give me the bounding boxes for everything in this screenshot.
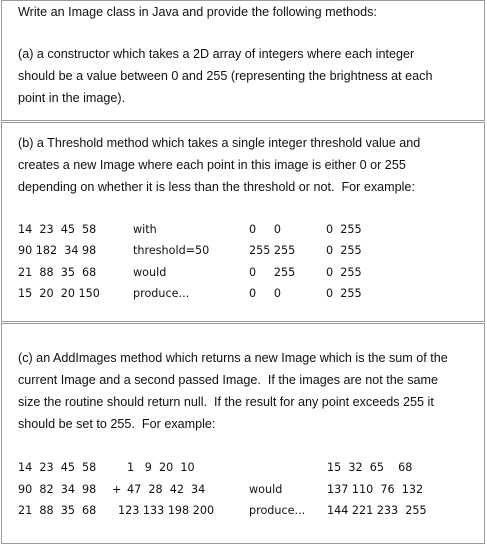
example-b-middle-text: would — [133, 266, 167, 279]
example-b-input-row: 21 88 35 68 — [18, 266, 97, 279]
example-b-output-col1: 0 255 — [249, 266, 296, 279]
example-b-middle-text: threshold=50 — [133, 244, 210, 257]
part-b-line: (b) a Threshold method which takes a single integer threshold value and — [18, 136, 421, 150]
example-b-output-col1: 255 255 — [249, 244, 296, 257]
plus-operator: + — [112, 483, 122, 496]
example-b-middle-text: produce... — [133, 287, 190, 300]
example-b-input-row: 90 182 34 98 — [18, 244, 97, 257]
example-b-input-row: 15 20 20 150 — [18, 287, 100, 300]
example-c-image-b-row: 123 133 198 200 — [118, 504, 215, 517]
example-b-output-col2: 0 255 — [326, 266, 362, 279]
part-c-line: current Image and a second passed Image. If the images are not the same — [18, 373, 439, 387]
example-b-middle-text: with — [133, 223, 157, 236]
part-b-line: depending on whether it is less than the threshold or not. For example: — [18, 180, 415, 194]
part-b-line: creates a new Image where each point in this image is either 0 or 255 — [18, 158, 406, 172]
example-b-output-col2: 0 255 — [326, 223, 362, 236]
example-c-image-b-row: 1 9 20 10 — [127, 461, 195, 474]
example-b-output-col1: 0 0 — [249, 287, 282, 300]
example-b-output-col1: 0 0 — [249, 223, 282, 236]
example-c-image-a-row: 21 88 35 68 — [18, 504, 97, 517]
example-b-output-col2: 0 255 — [326, 287, 362, 300]
example-c-middle-text: would — [249, 483, 283, 496]
intro-text: Write an Image class in Java and provide the following methods: — [18, 5, 377, 19]
part-c-line: should be set to 255. For example: — [18, 417, 216, 431]
example-c-result-row: 137 110 76 132 — [327, 483, 424, 496]
example-c-middle-text: produce... — [249, 504, 306, 517]
example-c-image-a-row: 90 82 34 98 — [18, 483, 97, 496]
part-a-line: should be a value between 0 and 255 (representing the brightness at each — [18, 69, 433, 83]
part-c-line: size the routine should return null. If the result for any point exceeds 255 it — [18, 395, 434, 409]
part-a-line: point in the image). — [18, 91, 126, 105]
example-c-result-row: 144 221 233 255 — [327, 504, 427, 517]
example-c-image-a-row: 14 23 45 58 — [18, 461, 97, 474]
example-c-image-b-row: 47 28 42 34 — [127, 483, 206, 496]
example-c-result-row: 15 32 65 68 — [327, 461, 413, 474]
part-c-line: (c) an AddImages method which returns a new Image which is the sum of the — [18, 351, 448, 365]
example-b-output-col2: 0 255 — [326, 244, 362, 257]
part-a-line: (a) a constructor which takes a 2D array of integers where each integer — [18, 47, 415, 61]
example-b-input-row: 14 23 45 58 — [18, 223, 97, 236]
